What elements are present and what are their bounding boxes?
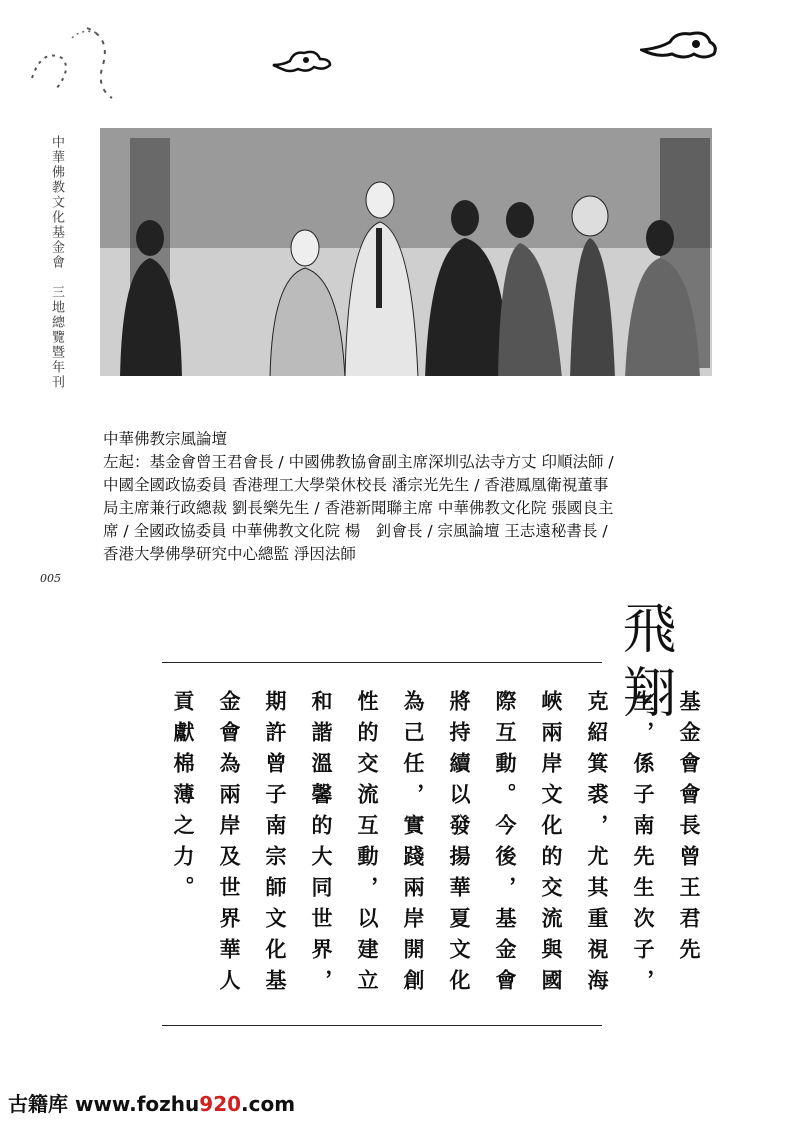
body-paragraph: 基金會會長曾王君先生，係子南先生次子，克紹箕裘，尤其重視海峽兩岸文化的交流與國際互動。今後，基金會將持續以發揚華夏文化為己任，實踐兩岸開創性的交流互動，以建立和諧溫馨的大同世界，期許曾子南宗師文化基金會為兩岸及世界華人貢獻棉薄之力。	[171, 690, 701, 1000]
watermark-suffix: .com	[241, 1092, 296, 1116]
caption-line: 左起：基金會曾王君會長 / 中國佛教協會副主席深圳弘法寺方丈 印順法師 /	[103, 453, 614, 471]
site-watermark	[8, 1088, 295, 1117]
caption-line: 中國全國政協委員 香港理工大學榮休校長 潘宗光先生 / 香港鳳凰衛視董事	[103, 476, 609, 494]
calligraphy-title: 飛翔	[614, 600, 677, 728]
cloud-ornament-right-icon	[640, 28, 720, 64]
watermark-prefix: 古籍库 www.fozhu	[8, 1092, 200, 1116]
caption-line: 局主席兼行政總裁 劉長樂先生 / 香港新聞聯主席 中華佛教文化院 張國良主	[103, 499, 614, 517]
divider-top	[162, 662, 602, 663]
watermark-number: 920	[199, 1092, 242, 1116]
caption-line: 席 / 全國政協委員 中華佛教文化院 楊 釗會長 / 宗風論壇 王志遠秘書長 /	[103, 522, 608, 540]
group-photo	[100, 128, 712, 416]
cloud-ornament-left-icon	[268, 45, 338, 75]
brush-decoration	[12, 8, 132, 108]
side-vertical-text: 中華佛教文化基金會 三地總覽暨年刊	[49, 135, 64, 390]
caption-line: 香港大學佛學研究中心總監 淨因法師	[103, 545, 356, 563]
divider-bottom	[162, 1025, 602, 1026]
caption-title: 中華佛教宗風論壇	[103, 430, 228, 448]
photo-caption	[103, 428, 723, 566]
page-number: 005	[40, 572, 61, 585]
